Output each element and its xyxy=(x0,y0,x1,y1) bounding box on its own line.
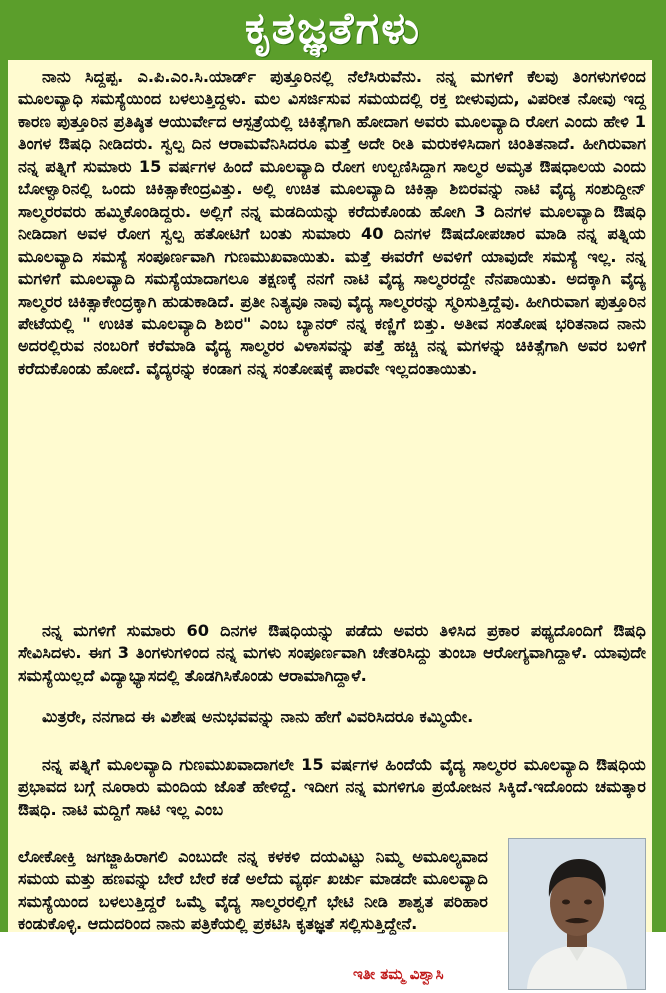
article-paragraph: ನನ್ನ ಪತ್ನಿಗೆ ಮೂಲವ್ಯಾದಿ ಗುಣಮುಖವಾದಾಗಲೇ 15 ವರ್ಷಗಳ ಹಿಂದೆಯೆ ವೈದ್ಯ ಸಾಲ್ಮರರ ಮೂಲವ್ಯಾದಿ ಔಷಧಿಯ ಪ್ರಭಾವದ ಬಗ್ಗೆ ನೂರಾರು ಮಂದಿಯ ಜೊತೆ ಹೇಳಿದ್ದೆ. ಇದೀಗ ನನ್ನ ಮಗಳಿಗೂ ಪ್ರಯೋಜನ ಸಿಕ್ಕಿದೆ.ಇದೊಂದು ಚಮತ್ಕಾರ ಔಷಧಿ. ನಾಟಿ ಮದ್ದಿಗೆ ಸಾಟಿ ಇಲ್ಲ ಎಂಬ xyxy=(18,755,646,819)
author-photo xyxy=(508,838,646,990)
article-paragraph: ಮಿತ್ರರೇ, ನನಗಾದ ಈ ವಿಶೇಷ ಅನುಭವವನ್ನು ನಾನು ಹೇಗೆ ವಿವರಿಸಿದರೂ ಕಮ್ಮಿಯೇ. xyxy=(42,707,474,726)
person-portrait-icon xyxy=(509,839,645,989)
header-banner xyxy=(0,0,666,58)
article-panel xyxy=(8,60,652,983)
page-title: ಕೃತಜ್ಞತೆಗಳು xyxy=(244,3,422,54)
signature-line: ಇತೀ ತಮ್ಮ ವಿಶ್ವಾಸಿ xyxy=(353,965,444,983)
article-paragraph: ನಾನು ಸಿದ್ದಪ್ಪ. ಎ.ಪಿ.ಎಂ.ಸಿ.ಯಾರ್ಡ್ ಪುತ್ತೂರಿನಲ್ಲಿ ನೆಲೆಸಿರುವೆನು. ನನ್ನ ಮಗಳಿಗೆ ಕೆಲವು ತಿಂಗಳುಗಳಿಂದ ಮೂಲವ್ಯಾಧಿ ಸಮಸ್ಯೆಯಿಂದ ಬಳಲುತ್ತಿದ್ದಳು. ಮಲ ವಿಸರ್ಜಿಸುವ ಸಮಯದಲ್ಲಿ ರಕ್ತ ಬೀಳುವುದು, ವಿಪರೀತ ನೋವು ಇದ್ದ ಕಾರಣ ಪುತ್ತೂರಿನ ಪ್ರತಿಷ್ಠಿತ ಆಯುರ್ವೇದ ಆಸ್ಪತ್ರೆಯಲ್ಲಿ ಚಿಕಿತ್ಸೆಗಾಗಿ ಹೋದಾಗ ಅವರು ಮೂಲವ್ಯಾದಿ ರೋಗ ಎಂದು ಹೇಳಿ 1 ತಿಂಗಳ ಔಷಧಿ ನೀಡಿದರು. ಸ್ವಲ್ಪ ದಿನ ಆರಾಮವೆನಿಸಿದರೂ ಮತ್ತೆ ಅದೇ ರೀತಿ ಮರುಕಳಿಸಿದಾಗ ಚಿಂತಿತನಾದೆ. ಹೀಗಿರುವಾಗ ನನ್ನ ಪತ್ನಿಗೆ ಸುಮಾರು 15 ವರ್ಷಗಳ ಹಿಂದೆ ಮೂಲವ್ಯಾದಿ ರೋಗ ಉಲ್ಬಣಿಸಿದ್ದಾಗ ಸಾಲ್ಮರ ಅಮೃತ ಔಷಧಾಲಯ ಎಂದು ಬೋಳ್ವಾರಿನಲ್ಲಿ ಒಂದು ಚಿಕಿತ್ಸಾಕೇಂದ್ರವಿತ್ತು. ಅಲ್ಲಿ ಉಚಿತ ಮೂಲವ್ಯಾದಿ ಚಿಕಿತ್ಸಾ ಶಿಬಿರವನ್ನು ನಾಟಿ ವೈದ್ಯ ಸಂಶುದ್ದೀನ್ ಸಾಲ್ಮರರವರು ಹಮ್ಮಿಕೊಂಡಿದ್ದರು. ಅಲ್ಲಿಗೆ ನನ್ನ ಮಡದಿಯನ್ನು ಕರೆದುಕೊಂಡು ಹೋಗಿ 3 ದಿನಗಳ ಮೂಲವ್ಯಾದಿ ಔಷಧಿ ನೀಡಿದಾಗ ಅವಳ ರೋಗ ಸ್ವಲ್ಪ ಹತೋಟಿಗೆ ಬಂತು ಸುಮಾರು 40 ದಿನಗಳ ಔಷದೋಪಚಾರ ಮಾಡಿ ನನ್ನ ಪತ್ನಿಯ ಮೂಲವ್ಯಾದಿ ಸಮಸ್ಯೆ ಸಂಪೂರ್ಣವಾಗಿ ಗುಣಮುಖವಾಯಿತು. ಮತ್ತೆ ಈವರೆಗೆ ಅವಳಿಗೆ ಯಾವುದೇ ಸಮಸ್ಯೆ ಇಲ್ಲ. ನನ್ನ ಮಗಳಿಗೆ ಮೂಲವ್ಯಾದಿ ಸಮಸ್ಯೆಯಾದಾಗಲೂ ತಕ್ಷಣಕ್ಕೆ ನನಗೆ ನಾಟಿ ವೈದ್ಯ ಸಾಲ್ಮರರದ್ದೇ ನೆನಪಾಯಿತು. ಅದಕ್ಕಾಗಿ ವೈದ್ಯ ಸಾಲ್ಮರರ ಚಿಕಿತ್ಸಾಕೇಂದ್ರಕ್ಕಾಗಿ ಹುಡುಕಾಡಿದೆ. ಪ್ರತೀ ನಿತ್ಯವೂ ನಾವು ವೈದ್ಯ ಸಾಲ್ಮರರನ್ನು ಸ್ಮರಿಸುತ್ತಿದ್ದೆವು. ಹೀಗಿರುವಾಗ ಪುತ್ತೂರಿನ ಪೇಟೆಯಲ್ಲಿ " ಉಚಿತ ಮೂಲವ್ಯಾದಿ ಶಿಬಿರ" ಎಂಬ ಬ್ಯಾನರ್ ನನ್ನ ಕಣ್ಣಿಗೆ ಬಿತ್ತು. ಅತೀವ ಸಂತೋಷ ಭರಿತನಾದ ನಾನು ಅದರಲ್ಲಿರುವ ನಂಬರಿಗೆ ಕರೆಮಾಡಿ ವೈದ್ಯ ಸಾಲ್ಮರರ ವಿಳಾಸವನ್ನು ಪತ್ತೆ ಹಚ್ಚಿ ನನ್ನ ಮಗಳನ್ನು ಚಿಕಿತ್ಸೆಗಾಗಿ ಅವರ ಬಳಿಗೆ ಕರೆದುಕೊಂಡು ಹೋದೆ. ವೈದ್ಯರನ್ನು ಕಂಡಾಗ ನನ್ನ ಸಂತೋಷಕ್ಕೆ ಪಾರವೇ ಇಲ್ಲದಂತಾಯಿತು. xyxy=(18,67,646,378)
article-paragraph: ನನ್ನ ಮಗಳಿಗೆ ಸುಮಾರು 60 ದಿನಗಳ ಔಷಧಿಯನ್ನು ಪಡೆದು ಅವರು ತಿಳಿಸಿದ ಪ್ರಕಾರ ಪಥ್ಯದೊಂದಿಗೆ ಔಷಧಿ ಸೇವಿಸಿದಳು. ಈಗ 3 ತಿಂಗಳುಗಳಿಂದ ನನ್ನ ಮಗಳು ಸಂಪೂರ್ಣವಾಗಿ ಚೇತರಿಸಿದ್ದು ತುಂಬಾ ಆರೋಗ್ಯವಾಗಿದ್ದಾಳೆ. ಯಾವುದೇ ಸಮಸ್ಯೆಯಿಲ್ಲದೆ ವಿದ್ಯಾಭ್ಯಾಸದಲ್ಲಿ ತೊಡಗಿಸಿಕೊಂಡು ಆರಾಮಾಗಿದ್ದಾಳೆ. xyxy=(18,621,646,685)
article-paragraph: ಲೋಕೋಕ್ತಿ ಜಗಜ್ಜಾಹಿರಾಗಲಿ ಎಂಬುದೇ ನನ್ನ ಕಳಕಳಿ ದಯವಿಟ್ಟು ನಿಮ್ಮ ಅಮೂಲ್ಯವಾದ ಸಮಯ ಮತ್ತು ಹಣವನ್ನು ಬೇರೆ ಬೇರೆ ಕಡೆ ಅಲೆದು ವ್ಯರ್ಥ ಖರ್ಚು ಮಾಡದೇ ಮೂಲವ್ಯಾದಿ ಸಮಸ್ಯೆಯಿಂದ ಬಳಲುತ್ತಿದ್ದರೆ ಒಮ್ಮೆ ವೈದ್ಯ ಸಾಲ್ಮರರಲ್ಲಿಗೆ ಭೇಟಿ ನೀಡಿ ಶಾಶ್ವತ ಪರಿಹಾರ ಕಂಡುಕೊಳ್ಳಿ. ಆದುದರಿಂದ ನಾನು ಪತ್ರಿಕೆಯಲ್ಲಿ ಪ್ರಕಟಿಸಿ ಕೃತಜ್ಞತೆ ಸಲ್ಲಿಸುತ್ತಿದ್ದೇನೆ. xyxy=(18,847,488,934)
